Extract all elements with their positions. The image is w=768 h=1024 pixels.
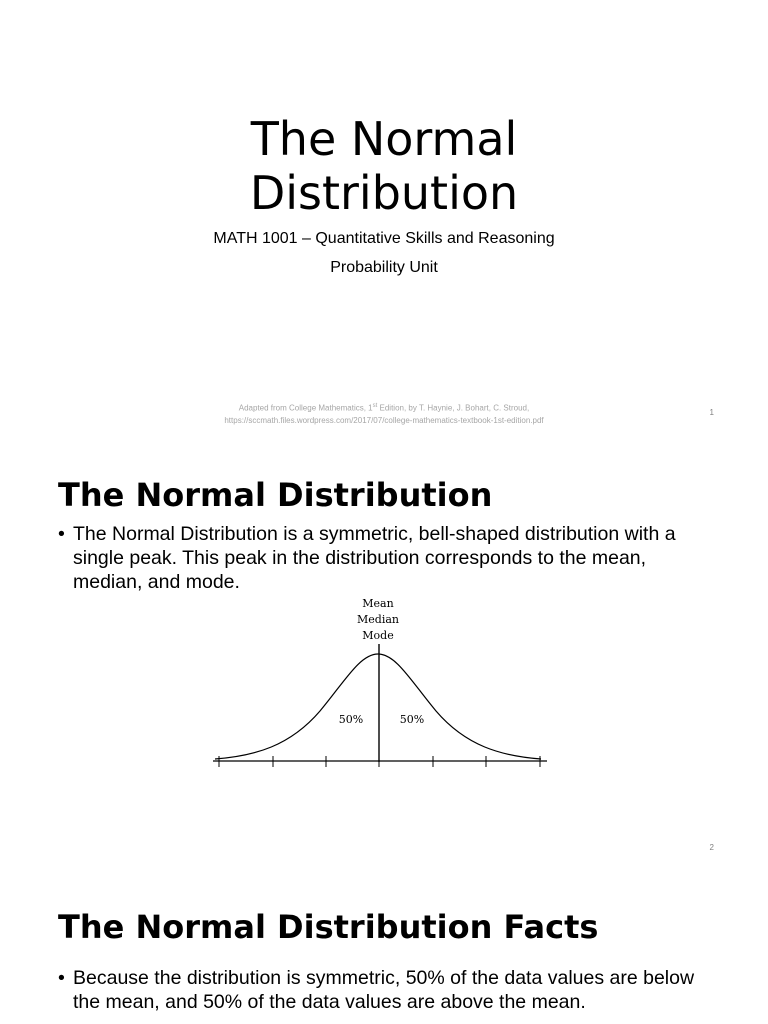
bullet-mark: •	[58, 523, 65, 545]
label-mode: Mode	[362, 629, 394, 642]
credit-text-b: Edition, by T. Haynie, J. Bohart, C. Stroud,	[377, 403, 530, 413]
page-number: 2	[709, 843, 714, 852]
unit-subtitle: Probability Unit	[330, 259, 438, 276]
label-mean: Mean	[362, 597, 394, 610]
credit-sup: st	[372, 403, 378, 409]
bell-curve	[215, 654, 541, 759]
bullet-mark: •	[58, 967, 65, 989]
normal-curve-figure	[205, 596, 555, 776]
slide-heading: The Normal Distribution Facts	[58, 908, 599, 946]
normal-curve-svg	[205, 596, 555, 776]
title-line-1: The Normal	[250, 112, 518, 166]
credit-url: https://sccmath.files.wordpress.com/2017/07/college-mathematics-textbook-1st-edition.pdf	[224, 415, 544, 425]
source-credit	[0, 400, 768, 427]
slide-heading: The Normal Distribution	[58, 476, 493, 514]
bullet-text: The Normal Distribution is a symmetric, bell-shaped distribution with a single peak. This peak in the distribution corresponds to the mean, median, and mode.	[73, 523, 676, 593]
slide-title	[0, 112, 768, 220]
credit-text-a: Adapted from College Mathematics, 1	[238, 403, 373, 413]
content-slide-2	[0, 860, 768, 1024]
content-slide-1	[0, 440, 768, 860]
bullet-item	[58, 522, 718, 594]
left-percent-label: 50%	[338, 713, 364, 726]
course-subtitle: MATH 1001 – Quantitative Skills and Reasoning	[213, 230, 555, 247]
right-percent-label: 50%	[399, 713, 425, 726]
bullet-item	[58, 966, 718, 1014]
title-line-2: Distribution	[249, 166, 519, 220]
title-slide	[0, 0, 768, 440]
page-number: 1	[709, 408, 714, 417]
bullet-text: Because the distribution is symmetric, 50% of the data values are below the mean, and 50% of the data values are above the mean.	[73, 967, 695, 1013]
label-median: Median	[357, 613, 399, 626]
